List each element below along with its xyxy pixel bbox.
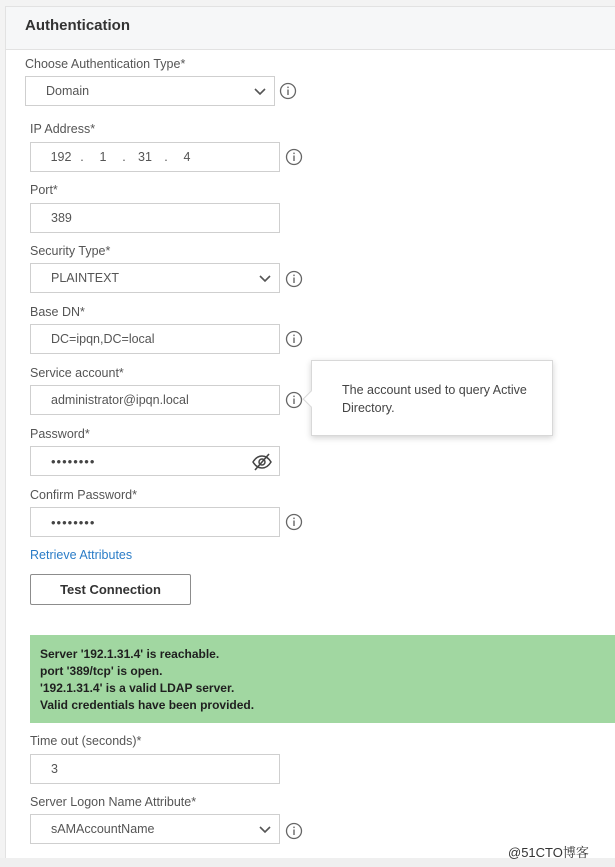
port-label: Port* <box>30 183 58 197</box>
base-dn-value: DC=ipqn,DC=local <box>51 332 155 346</box>
panel-title: Authentication <box>25 17 130 34</box>
password-label: Password* <box>30 427 90 441</box>
base-dn-label: Base DN* <box>30 305 85 319</box>
info-icon[interactable] <box>285 148 303 166</box>
info-icon[interactable] <box>279 82 297 100</box>
security-type-select[interactable] <box>30 263 280 293</box>
service-account-value: administrator@ipqn.local <box>51 393 189 407</box>
password-input[interactable] <box>30 446 280 476</box>
auth-type-label: Choose Authentication Type* <box>25 57 186 71</box>
port-value: 389 <box>51 211 72 225</box>
info-icon[interactable] <box>285 270 303 288</box>
password-value: •••••••• <box>51 453 96 469</box>
chevron-down-icon <box>259 823 271 835</box>
service-account-label: Service account* <box>30 366 124 380</box>
timeout-value: 3 <box>51 762 58 776</box>
security-type-label: Security Type* <box>30 244 111 258</box>
ip-address-input[interactable] <box>30 142 280 172</box>
chevron-down-icon <box>259 272 271 284</box>
info-icon[interactable] <box>285 391 303 409</box>
eye-off-icon[interactable] <box>251 451 273 473</box>
ip-octet-4[interactable]: 4 <box>183 150 191 164</box>
base-dn-input[interactable] <box>30 324 280 354</box>
logon-attribute-value: sAMAccountName <box>51 822 155 836</box>
status-line: Server '192.1.31.4' is reachable. <box>40 647 220 661</box>
security-type-value: PLAINTEXT <box>51 271 120 285</box>
chevron-down-icon <box>254 85 266 97</box>
ip-octet-2[interactable]: 1 <box>99 150 107 164</box>
auth-type-value: Domain <box>46 84 90 98</box>
confirm-password-value: •••••••• <box>51 514 96 530</box>
status-line: Valid credentials have been provided. <box>40 698 255 712</box>
auth-type-select[interactable] <box>25 76 275 106</box>
status-line: port '389/tcp' is open. <box>40 664 163 678</box>
connection-status-message <box>30 635 615 723</box>
logon-attribute-label: Server Logon Name Attribute* <box>30 795 197 809</box>
ip-separator: . <box>80 150 84 164</box>
info-icon[interactable] <box>285 330 303 348</box>
ip-separator: . <box>164 150 168 164</box>
ip-address-label: IP Address* <box>30 122 96 136</box>
logon-attribute-select[interactable] <box>30 814 280 844</box>
info-icon[interactable] <box>285 822 303 840</box>
status-line: '192.1.31.4' is a valid LDAP server. <box>40 681 235 695</box>
info-icon[interactable] <box>285 513 303 531</box>
service-account-input[interactable] <box>30 385 280 415</box>
ip-octet-1[interactable]: 192 <box>50 150 72 164</box>
tooltip-text: The account used to query Active Directory. <box>342 383 527 415</box>
retrieve-attributes-link[interactable]: Retrieve Attributes <box>30 548 133 562</box>
timeout-input[interactable] <box>30 754 280 784</box>
confirm-password-label: Confirm Password* <box>30 488 137 502</box>
service-account-tooltip <box>311 360 553 436</box>
watermark: @51CTO博客 <box>508 845 589 860</box>
ip-separator: . <box>122 150 126 164</box>
timeout-label: Time out (seconds)* <box>30 734 142 748</box>
ip-octet-3[interactable]: 31 <box>138 150 152 164</box>
port-input[interactable] <box>30 203 280 233</box>
test-connection-button[interactable]: Test Connection <box>30 574 191 605</box>
confirm-password-input[interactable] <box>30 507 280 537</box>
